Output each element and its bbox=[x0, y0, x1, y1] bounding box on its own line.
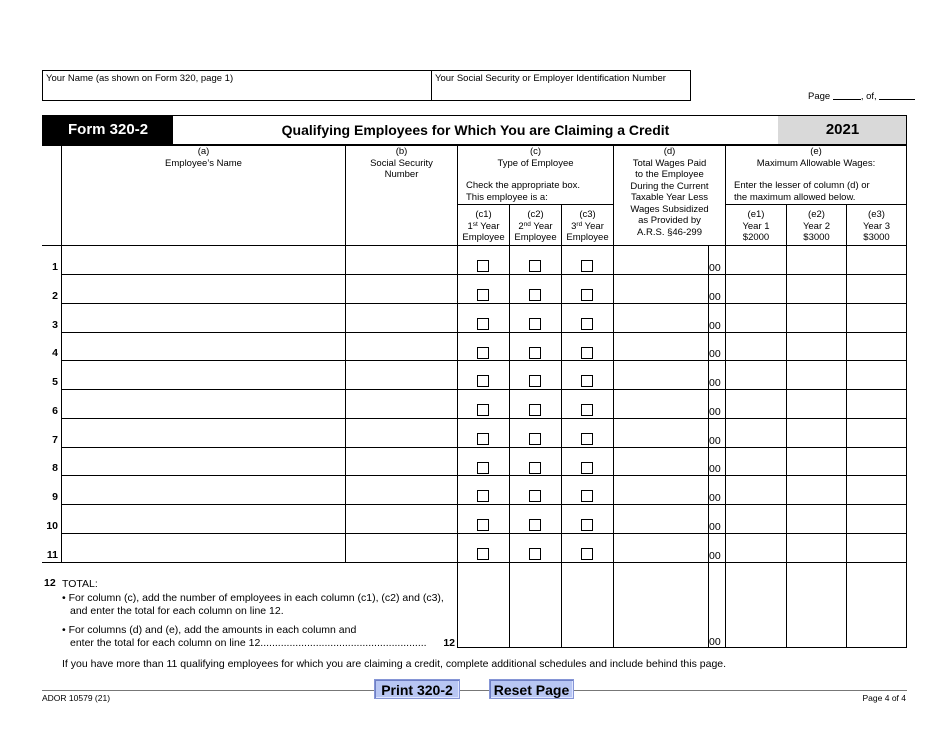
row-field-e2[interactable] bbox=[788, 390, 846, 418]
row-number: 2 bbox=[52, 290, 58, 302]
checkbox-c3[interactable] bbox=[581, 404, 593, 416]
row-field-ssn[interactable] bbox=[347, 246, 457, 274]
row-field-ssn[interactable] bbox=[347, 476, 457, 504]
total-field-d[interactable] bbox=[614, 563, 708, 647]
checkbox-c2[interactable] bbox=[529, 404, 541, 416]
name-field[interactable] bbox=[42, 70, 432, 101]
row-field-ssn[interactable] bbox=[347, 390, 457, 418]
row-field-name[interactable] bbox=[63, 390, 345, 418]
row-field-e1[interactable] bbox=[727, 419, 786, 447]
ssn-ein-field[interactable] bbox=[431, 70, 691, 101]
row-field-e1[interactable] bbox=[727, 534, 786, 562]
col-d-line: Wages Subsidized bbox=[630, 203, 709, 215]
col-c-instructions bbox=[466, 180, 580, 203]
checkbox-c2[interactable] bbox=[529, 260, 541, 272]
col-c-header bbox=[458, 146, 613, 169]
row-field-e1[interactable] bbox=[727, 448, 786, 475]
checkbox-c1[interactable] bbox=[477, 462, 489, 474]
row-field-wages[interactable] bbox=[615, 390, 708, 418]
col-c-instr-1: Check the appropriate box. bbox=[466, 180, 581, 191]
total-field-e1[interactable] bbox=[726, 563, 786, 647]
row-field-wages[interactable] bbox=[615, 419, 708, 447]
total-line-ref: 12 bbox=[443, 637, 455, 649]
col-c1-letter: (c1) bbox=[475, 209, 492, 220]
checkbox-c3[interactable] bbox=[581, 347, 593, 359]
row-field-name[interactable] bbox=[63, 419, 345, 447]
row-number: 7 bbox=[52, 434, 58, 446]
col-e-instr-1: Enter the lesser of column (d) or bbox=[734, 180, 870, 191]
row-number: 5 bbox=[52, 376, 58, 388]
row-field-wages[interactable] bbox=[615, 361, 708, 389]
cents-marker: 00 bbox=[709, 521, 721, 533]
checkbox-c1[interactable] bbox=[477, 375, 489, 387]
row-field-ssn[interactable] bbox=[347, 419, 457, 447]
cents-marker: 00 bbox=[709, 463, 721, 475]
total-field-c3[interactable] bbox=[562, 563, 613, 647]
row-field-e3[interactable] bbox=[848, 419, 906, 447]
checkbox-c1[interactable] bbox=[477, 548, 489, 560]
col-a-label: Employee’s Name bbox=[165, 157, 242, 169]
col-d-letter: (d) bbox=[663, 146, 676, 157]
row-field-e2[interactable] bbox=[788, 534, 846, 562]
checkbox-c3[interactable] bbox=[581, 519, 593, 531]
row-number: 4 bbox=[52, 347, 58, 359]
cents-marker: 00 bbox=[709, 291, 721, 303]
row-number: 1 bbox=[52, 261, 58, 273]
row-field-ssn[interactable] bbox=[347, 304, 457, 332]
row-field-wages[interactable] bbox=[615, 505, 708, 533]
page-total-field[interactable] bbox=[879, 90, 915, 100]
col-d-line: as Provided by bbox=[638, 215, 701, 226]
row-field-e3[interactable] bbox=[848, 246, 906, 274]
row-field-e2[interactable] bbox=[788, 419, 846, 447]
checkbox-c2[interactable] bbox=[529, 519, 541, 531]
checkbox-c3[interactable] bbox=[581, 548, 593, 560]
checkbox-c2[interactable] bbox=[529, 548, 541, 560]
form-code: ADOR 10579 (21) bbox=[42, 693, 111, 703]
col-e3-amount: $3000 bbox=[863, 232, 890, 243]
col-e1-amount: $2000 bbox=[742, 232, 770, 243]
total-field-c2[interactable] bbox=[510, 563, 561, 647]
row-field-e3[interactable] bbox=[848, 275, 906, 303]
row-field-e2[interactable] bbox=[788, 333, 846, 360]
row-field-ssn[interactable] bbox=[347, 275, 457, 303]
row-number: 8 bbox=[52, 462, 58, 474]
row-field-wages[interactable] bbox=[615, 304, 708, 332]
cents-marker: 00 bbox=[709, 406, 721, 418]
total-instr-c-2: and enter the total for each column on line 12. bbox=[70, 605, 284, 617]
row-field-name[interactable] bbox=[63, 476, 345, 504]
row-field-e2[interactable] bbox=[788, 275, 846, 303]
checkbox-c1[interactable] bbox=[477, 289, 489, 301]
name-field-label: Your Name (as shown on Form 320, page 1) bbox=[46, 73, 234, 84]
page-number-field[interactable] bbox=[833, 90, 861, 100]
col-c-title: Type of Employee bbox=[497, 157, 574, 169]
total-field-e3[interactable] bbox=[847, 563, 906, 647]
row-field-e3[interactable] bbox=[848, 534, 906, 562]
row-field-e3[interactable] bbox=[848, 476, 906, 504]
col-c3-employee: Employee bbox=[566, 232, 609, 243]
col-c3-header bbox=[562, 209, 613, 244]
row-field-wages[interactable] bbox=[615, 275, 708, 303]
total-d-cents: 00 bbox=[709, 636, 721, 648]
col-e1-year: Year 1 bbox=[742, 220, 770, 232]
row-field-e3[interactable] bbox=[848, 390, 906, 418]
overflow-note: If you have more than 11 qualifying employees for which you are claiming a credit, complete additional schedules and include behind this page. bbox=[62, 658, 727, 670]
col-e-letter: (e) bbox=[810, 146, 822, 157]
col-b-letter: (b) bbox=[395, 146, 408, 157]
checkbox-c1[interactable] bbox=[477, 347, 489, 359]
form-number: Form 320-2 bbox=[68, 121, 149, 138]
row-field-name[interactable] bbox=[63, 505, 345, 533]
row-field-ssn[interactable] bbox=[347, 448, 457, 475]
checkbox-c1[interactable] bbox=[477, 260, 489, 272]
checkbox-c3[interactable] bbox=[581, 318, 593, 330]
col-e2-letter: (e2) bbox=[808, 209, 825, 220]
row-field-e2[interactable] bbox=[788, 448, 846, 475]
row-field-e1[interactable] bbox=[727, 361, 786, 389]
col-e1-header bbox=[726, 209, 786, 244]
total-field-c1[interactable] bbox=[458, 563, 509, 647]
row-field-e1[interactable] bbox=[727, 275, 786, 303]
col-e-instr-2: the maximum allowed below. bbox=[734, 191, 856, 203]
row-field-name[interactable] bbox=[63, 361, 345, 389]
total-instr-de-1: • For columns (d) and (e), add the amounts in each column and bbox=[62, 624, 357, 636]
page-footer: Page 4 of 4 bbox=[862, 693, 906, 703]
col-c3-letter: (c3) bbox=[579, 209, 596, 220]
row-field-e1[interactable] bbox=[727, 304, 786, 332]
row-field-ssn[interactable] bbox=[347, 534, 457, 562]
col-e2-header bbox=[787, 209, 846, 244]
checkbox-c3[interactable] bbox=[581, 260, 593, 272]
total-field-e2[interactable] bbox=[787, 563, 846, 647]
row-field-e2[interactable] bbox=[788, 476, 846, 504]
row-field-e2[interactable] bbox=[788, 246, 846, 274]
col-c1-employee: Employee bbox=[462, 232, 505, 243]
checkbox-c2[interactable] bbox=[529, 462, 541, 474]
cents-marker: 00 bbox=[709, 435, 721, 447]
col-e-header bbox=[726, 146, 906, 169]
row-field-e1[interactable] bbox=[727, 246, 786, 274]
row-number: 11 bbox=[46, 549, 58, 561]
col-e-instructions bbox=[734, 180, 870, 203]
row-field-e3[interactable] bbox=[848, 361, 906, 389]
row-field-e2[interactable] bbox=[788, 361, 846, 389]
col-d-line: to the Employee bbox=[635, 169, 704, 180]
col-d-line: During the Current bbox=[630, 180, 709, 192]
checkbox-c1[interactable] bbox=[477, 318, 489, 330]
row-field-wages[interactable] bbox=[615, 448, 708, 475]
total-line-number: 12 bbox=[44, 577, 56, 589]
row-field-wages[interactable] bbox=[615, 476, 708, 504]
row-number: 6 bbox=[52, 405, 58, 417]
checkbox-c3[interactable] bbox=[581, 433, 593, 445]
print-button[interactable]: Print 320-2 bbox=[374, 679, 460, 699]
page-of-line bbox=[808, 90, 915, 102]
checkbox-c3[interactable] bbox=[581, 289, 593, 301]
col-c2-header bbox=[510, 209, 561, 244]
col-e-title: Maximum Allowable Wages: bbox=[756, 157, 876, 169]
col-c1-year: 1st Year bbox=[467, 220, 500, 232]
cents-marker: 00 bbox=[709, 492, 721, 504]
row-field-wages[interactable] bbox=[615, 534, 708, 562]
row-field-e2[interactable] bbox=[788, 304, 846, 332]
col-d-line: Total Wages Paid bbox=[632, 157, 707, 169]
col-e3-year: Year 3 bbox=[862, 220, 891, 232]
row-number: 9 bbox=[52, 491, 58, 503]
row-field-wages[interactable] bbox=[615, 246, 708, 274]
col-c2-letter: (c2) bbox=[527, 209, 544, 220]
col-e1-letter: (e1) bbox=[747, 209, 765, 220]
col-e2-year: Year 2 bbox=[802, 220, 831, 232]
form-number-badge bbox=[42, 116, 173, 144]
col-c1-header bbox=[458, 209, 509, 244]
col-c3-year: 3rd Year bbox=[571, 220, 604, 232]
row-field-name[interactable] bbox=[63, 448, 345, 475]
row-field-e3[interactable] bbox=[848, 304, 906, 332]
row-field-name[interactable] bbox=[63, 275, 345, 303]
row-field-e3[interactable] bbox=[848, 448, 906, 475]
cents-marker: 00 bbox=[709, 377, 721, 389]
checkbox-c2[interactable] bbox=[529, 433, 541, 445]
row-field-wages[interactable] bbox=[615, 333, 708, 360]
of-comma: , bbox=[874, 91, 877, 102]
total-instr-c-1: • For column (c), add the number of employees in each column (c1), (c2) and (c3), bbox=[62, 592, 444, 604]
reset-page-button[interactable]: Reset Page bbox=[489, 679, 574, 699]
checkbox-c2[interactable] bbox=[529, 318, 541, 330]
row-field-name[interactable] bbox=[63, 304, 345, 332]
of-label: of bbox=[866, 91, 875, 102]
total-instr-de-2: enter the total for each column on line 12......................................................... bbox=[70, 637, 427, 649]
page-comma: , bbox=[860, 91, 864, 102]
checkbox-c2[interactable] bbox=[529, 375, 541, 387]
footer-rule bbox=[42, 690, 907, 691]
row-field-e1[interactable] bbox=[727, 505, 786, 533]
checkbox-c1[interactable] bbox=[477, 519, 489, 531]
checkbox-c1[interactable] bbox=[477, 404, 489, 416]
checkbox-c1[interactable] bbox=[477, 490, 489, 502]
row-number: 10 bbox=[46, 520, 58, 532]
col-c2-employee: Employee bbox=[514, 232, 557, 243]
col-c-instr-2: This employee is a: bbox=[466, 191, 548, 203]
checkbox-c3[interactable] bbox=[581, 375, 593, 387]
row-field-ssn[interactable] bbox=[347, 361, 457, 389]
col-e3-header bbox=[847, 209, 906, 244]
checkbox-c2[interactable] bbox=[529, 347, 541, 359]
checkbox-c3[interactable] bbox=[581, 462, 593, 474]
col-e3-letter: (e3) bbox=[868, 209, 885, 220]
ssn-ein-field-label: Your Social Security or Employer Identification Number bbox=[435, 73, 666, 84]
row-field-e2[interactable] bbox=[788, 505, 846, 533]
checkbox-c1[interactable] bbox=[477, 433, 489, 445]
cents-marker: 00 bbox=[709, 550, 721, 562]
row-field-name[interactable] bbox=[63, 333, 345, 360]
row-field-e3[interactable] bbox=[848, 333, 906, 360]
cents-marker: 00 bbox=[709, 262, 721, 274]
col-c2-year: 2nd Year bbox=[518, 220, 553, 232]
row-field-e3[interactable] bbox=[848, 505, 906, 533]
row-field-ssn[interactable] bbox=[347, 333, 457, 360]
row-field-ssn[interactable] bbox=[347, 505, 457, 533]
checkbox-c2[interactable] bbox=[529, 490, 541, 502]
row-field-name[interactable] bbox=[63, 534, 345, 562]
col-d-line: A.R.S. §46-299 bbox=[637, 226, 702, 238]
cents-marker: 00 bbox=[709, 320, 721, 332]
col-b-header bbox=[346, 146, 457, 181]
row-field-e1[interactable] bbox=[727, 333, 786, 360]
tax-year: 2021 bbox=[778, 116, 907, 144]
total-label: TOTAL: bbox=[62, 578, 98, 590]
col-e2-amount: $3000 bbox=[803, 232, 830, 243]
col-c-letter: (c) bbox=[529, 146, 542, 157]
row-field-name[interactable] bbox=[63, 246, 345, 274]
col-a-header bbox=[62, 146, 345, 169]
total-instruction-c bbox=[62, 592, 444, 618]
col-d-line: Taxable Year Less bbox=[630, 192, 709, 203]
row-field-e1[interactable] bbox=[727, 390, 786, 418]
checkbox-c3[interactable] bbox=[581, 490, 593, 502]
row-field-e1[interactable] bbox=[727, 476, 786, 504]
page-label: Page bbox=[808, 91, 831, 102]
total-instruction-de bbox=[62, 624, 455, 650]
col-b-label-2: Number bbox=[384, 169, 419, 180]
row-number: 3 bbox=[52, 319, 58, 331]
checkbox-c2[interactable] bbox=[529, 289, 541, 301]
form-title: Qualifying Employees for Which You are Claiming a Credit bbox=[281, 122, 670, 138]
col-d-header bbox=[614, 146, 725, 238]
col-a-letter: (a) bbox=[197, 146, 210, 157]
col-b-label-1: Social Security bbox=[370, 157, 433, 169]
cents-marker: 00 bbox=[709, 348, 721, 360]
